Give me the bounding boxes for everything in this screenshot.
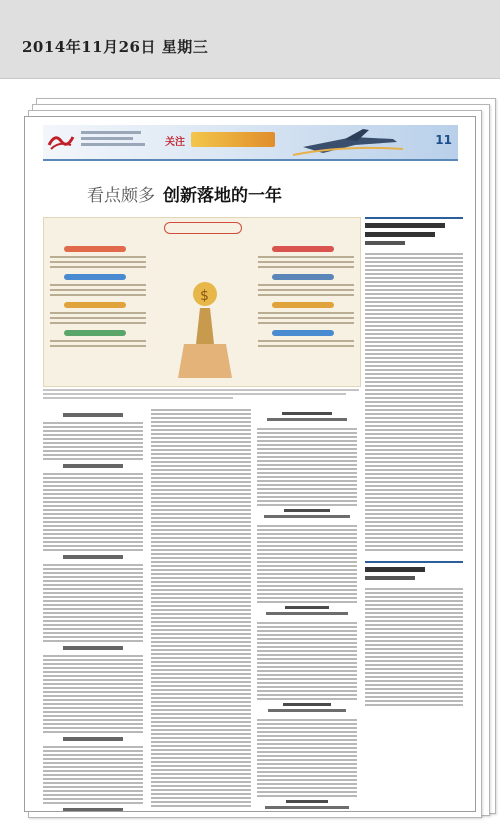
coin-tree-icon <box>170 274 240 382</box>
infographic-left-column <box>50 240 146 350</box>
svg-text:$: $ <box>200 288 209 304</box>
infographic <box>43 217 361 387</box>
date-bar <box>0 0 500 79</box>
masthead <box>43 125 458 161</box>
article-column-2 <box>151 409 251 809</box>
page-number: 11 <box>435 133 452 147</box>
column-banner <box>191 132 275 147</box>
newspaper-page[interactable] <box>24 116 476 812</box>
headline-part-1: 看点颇多 <box>87 186 155 206</box>
article-column-3 <box>257 409 357 812</box>
sidebar-commentary <box>365 217 463 777</box>
article-column-1 <box>43 409 143 812</box>
column-tag: 关注 <box>165 137 185 148</box>
airplane-icon <box>293 127 403 157</box>
page-headline <box>87 181 282 206</box>
intro-paragraph <box>43 389 359 403</box>
newspaper-logo-icon <box>47 131 75 151</box>
infographic-right-column <box>258 240 354 350</box>
page-date: 2014年11月26日 星期三 <box>22 38 209 56</box>
headline-part-2: 创新落地的一年 <box>163 186 282 206</box>
infographic-title-badge <box>164 222 242 234</box>
masthead-info <box>81 131 147 149</box>
